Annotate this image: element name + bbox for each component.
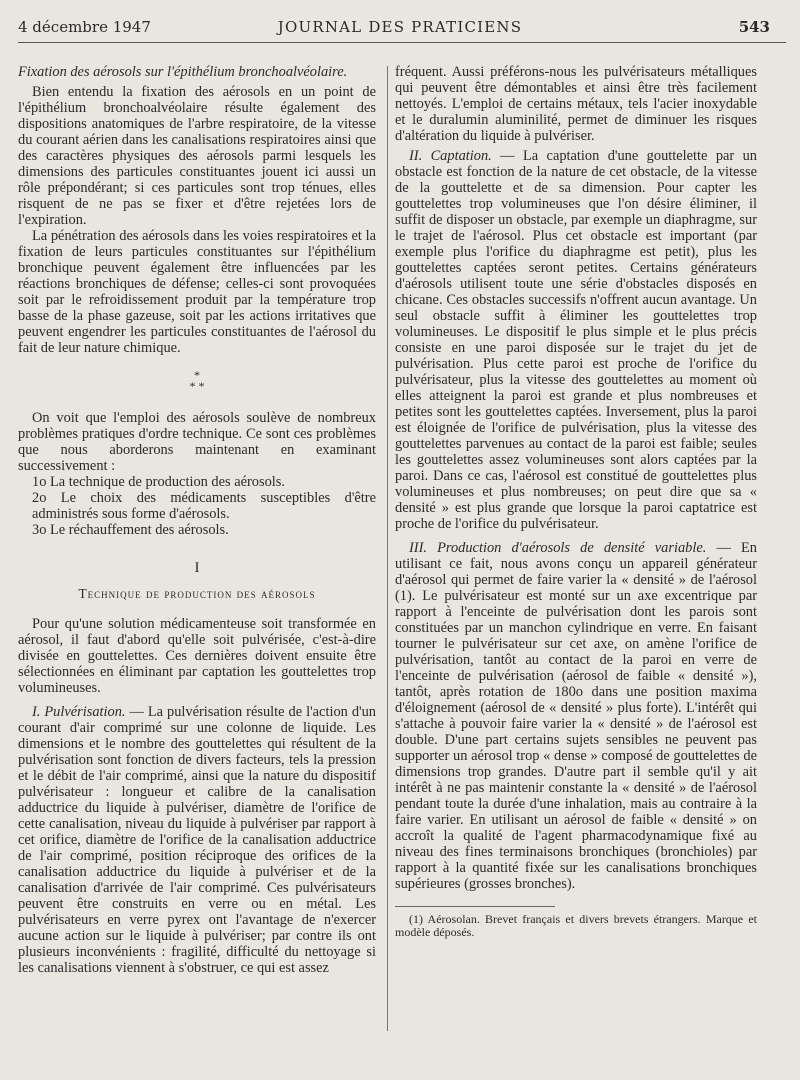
paragraph: On voit que l'emploi des aérosols soulève de nombreux problèmes pratiques d'ordre technique. Ce sont ces problèmes que nous aborderons maintenant en examinant successivement : [18, 410, 376, 474]
journal-title: JOURNAL DES PRATICIENS [277, 18, 523, 36]
header-rule [18, 42, 786, 43]
list-item: 2o Le choix des médicaments susceptibles d'être administrés sous forme d'aérosols. [32, 490, 376, 522]
section-numeral: I [194, 560, 200, 576]
left-column [18, 64, 376, 976]
asterism-divider: * * * [189, 368, 205, 393]
running-head [0, 0, 800, 46]
right-column [395, 64, 757, 939]
section-title: Technique de production des aérosols [78, 586, 316, 601]
paragraph: Pour qu'une solution médicamenteuse soit transformée en aérosol, il faut d'abord qu'elle soit pulvérisée, c'est-à-dire divisée en gouttelettes. Ces dernières doivent ensuite être sélectionnées en éliminant par captation les gouttelettes trop volumineuses. [18, 616, 376, 696]
paragraph: fréquent. Aussi préférons-nous les pulvérisateurs métalliques qui peuvent être démontables et ainsi être très facilement nettoyés. L'emploi de certains métaux, tels l'acier inoxydable et le duralumin aluminilité, permet de diminuer les risques d'altération du liquide à pulvériser. [395, 64, 757, 144]
column-divider [387, 66, 388, 1031]
paragraph: La pénétration des aérosols dans les voies respiratoires et la fixation de leurs particules constituantes sur l'épithélium bronchique peuvent également être influencées par les réactions bronchiques de défense; celles-ci sont provoquées soit par le refroidissement produit par la température trop basse de la phase gazeuse, soit par les actions irritatives que peuvent engendrer les particules constituantes de l'aérosol du fait de leur nature chimique. [18, 228, 376, 356]
footnote-rule [395, 906, 555, 907]
paragraph-pulverisation: I. Pulvérisation. — La pulvérisation résulte de l'action d'un courant d'air comprimé sur une colonne de liquide. Les dimensions et le nombre des gouttelettes qui résultent de la pulvérisation sont fonction de divers facteurs, tels la pression et le débit de l'air comprimé, ainsi que la nature du dispositif pulvérisateur : longueur et calibre de la canalisation adductrice du liquide à pulvériser, diamètre de l'orifice de cette canalisation, niveau du liquide à pulvériser par rapport à cet orifice, diamètre de l'orifice de la canalisation adductrice de l'air comprimé, position réciproque des orifices de la canalisation adductrice du liquide à pulvériser et de la canalisation d'arrivée de l'air comprimé. Ces pulvérisateurs peuvent être construits en verre ou en métal. Les pulvérisateurs en verre pyrex ont l'avantage de n'exercer aucune action sur le liquide à pulvériser; par contre ils ont plusieurs inconvénients : fragilité, difficulté du nettoyage si les canalisations viennent à s'obstruer, ce qui est assez [18, 704, 376, 976]
page-number: 543 [738, 18, 770, 36]
paragraph-production: III. Production d'aérosols de densité variable. — En utilisant ce fait, nous avons conçu un appareil générateur d'aérosol qui permet de faire varier la « densité » de l'aérosol (1). Le pulvérisateur est monté sur un axe excentrique par rapport à l'enceinte de pulvérisation dont les parois sont constituées par un manchon cylindrique en verre. En faisant tourner le pulvérisateur sur cet axe, on amène l'orifice de pulvérisation, tantôt au contact de la paroi en verre de l'enceinte de pulvérisation (aérosol de faible « densité »), tantôt, après rotation de 180o dans une position maxima d'éloignement (aérosol de « densité » plus forte). L'intérêt qui s'attache à pouvoir faire varier la « densité » de l'aérosol est double. D'une part certains sujets sensibles ne peuvent pas supporter un aérosol trop « dense » composé de gouttelettes de dimensions trop grandes. D'autre part il semble qu'il y ait intérêt à ne pas maintenir constante la « densité » de l'aérosol pendant toute la durée d'une inhalation, mais au contraire à la faire varier. En utilisant un aérosol de faible « densité » on accroît la qualité de l'agent pharmacodynamique fixé au niveau des fines terminaisons bronchiques (bronchioles) par rapport à la quantité fixée sur les canalisations bronchiques supérieures (grosses bronches). [395, 540, 757, 892]
list-item: 1o La technique de production des aérosols. [32, 474, 285, 490]
footnote: (1) Aérosolan. Brevet français et divers brevets étrangers. Marque et modèle déposés. [395, 912, 757, 939]
paragraph: Bien entendu la fixation des aérosols en un point de l'épithélium bronchoalvéolaire résulte également des dispositions anatomiques de l'arbre respiratoire, de la vitesse du courant aérien dans les canalisations respiratoires ainsi que des caractères physiques des aérosols parmi lesquels les dimensions des particules constituantes jouent ici aussi un rôle prépondérant; si ces particules sont trop ténues, elles risquent de ne pas se fixer et d'être rejetées lors de l'expiration. [18, 84, 376, 228]
header-date: 4 décembre 1947 [18, 18, 151, 36]
subsection-lead: III. Production d'aérosols de densité variable. [409, 540, 707, 556]
paragraph-captation: II. Captation. — La captation d'une gouttelette par un obstacle est fonction de la nature de cet obstacle, de la vitesse de la gouttelette et de sa dimension. Pour capter les gouttelettes trop volumineuses que l'on désire éliminer, il suffit de disposer un obstacle, par exemple un diaphragme, sur le trajet de l'aérosol. Plus cet obstacle est important (par exemple plus l'orifice du diaphragme est petit), plus les gouttelettes captées seront petites. Certains générateurs d'aérosols utilisent toute une série d'obstacles disposés en chicane. Ces obstacles successifs n'offrent aucun avantage. Un seul obstacle suffit à éliminer les gouttelettes trop volumineuses. Le dispositif le plus simple et le plus précis consiste en une paroi disposée sur le trajet du jet de pulvérisation. Plus cette paroi est proche de l'orifice du pulvérisateur, plus la vitesse des gouttelettes au moment où elles atteignent la paroi est grande et plus nombreuses et petites sont les gouttelettes captées. Inversement, plus la paroi est éloignée de l'orifice de pulvérisation, plus la vitesse des gouttelettes parvenues au contact de la paroi est faible; seules les gouttelettes assez volumineuses sont alors captées par la paroi. Dans ce cas, l'aérosol est constitué de gouttelettes plus volumineuses et plus nombreuses; on peut dire que sa « densité » est plus grande que lorsque la paroi captatrice est proche de l'orifice du pulvérisateur. [395, 148, 757, 532]
heading-fixation: Fixation des aérosols sur l'épithélium bronchoalvéolaire. [18, 64, 348, 80]
list-item: 3o Le réchauffement des aérosols. [32, 522, 229, 538]
subsection-lead: II. Captation. [409, 148, 492, 164]
subsection-lead: I. Pulvérisation. [32, 704, 126, 720]
